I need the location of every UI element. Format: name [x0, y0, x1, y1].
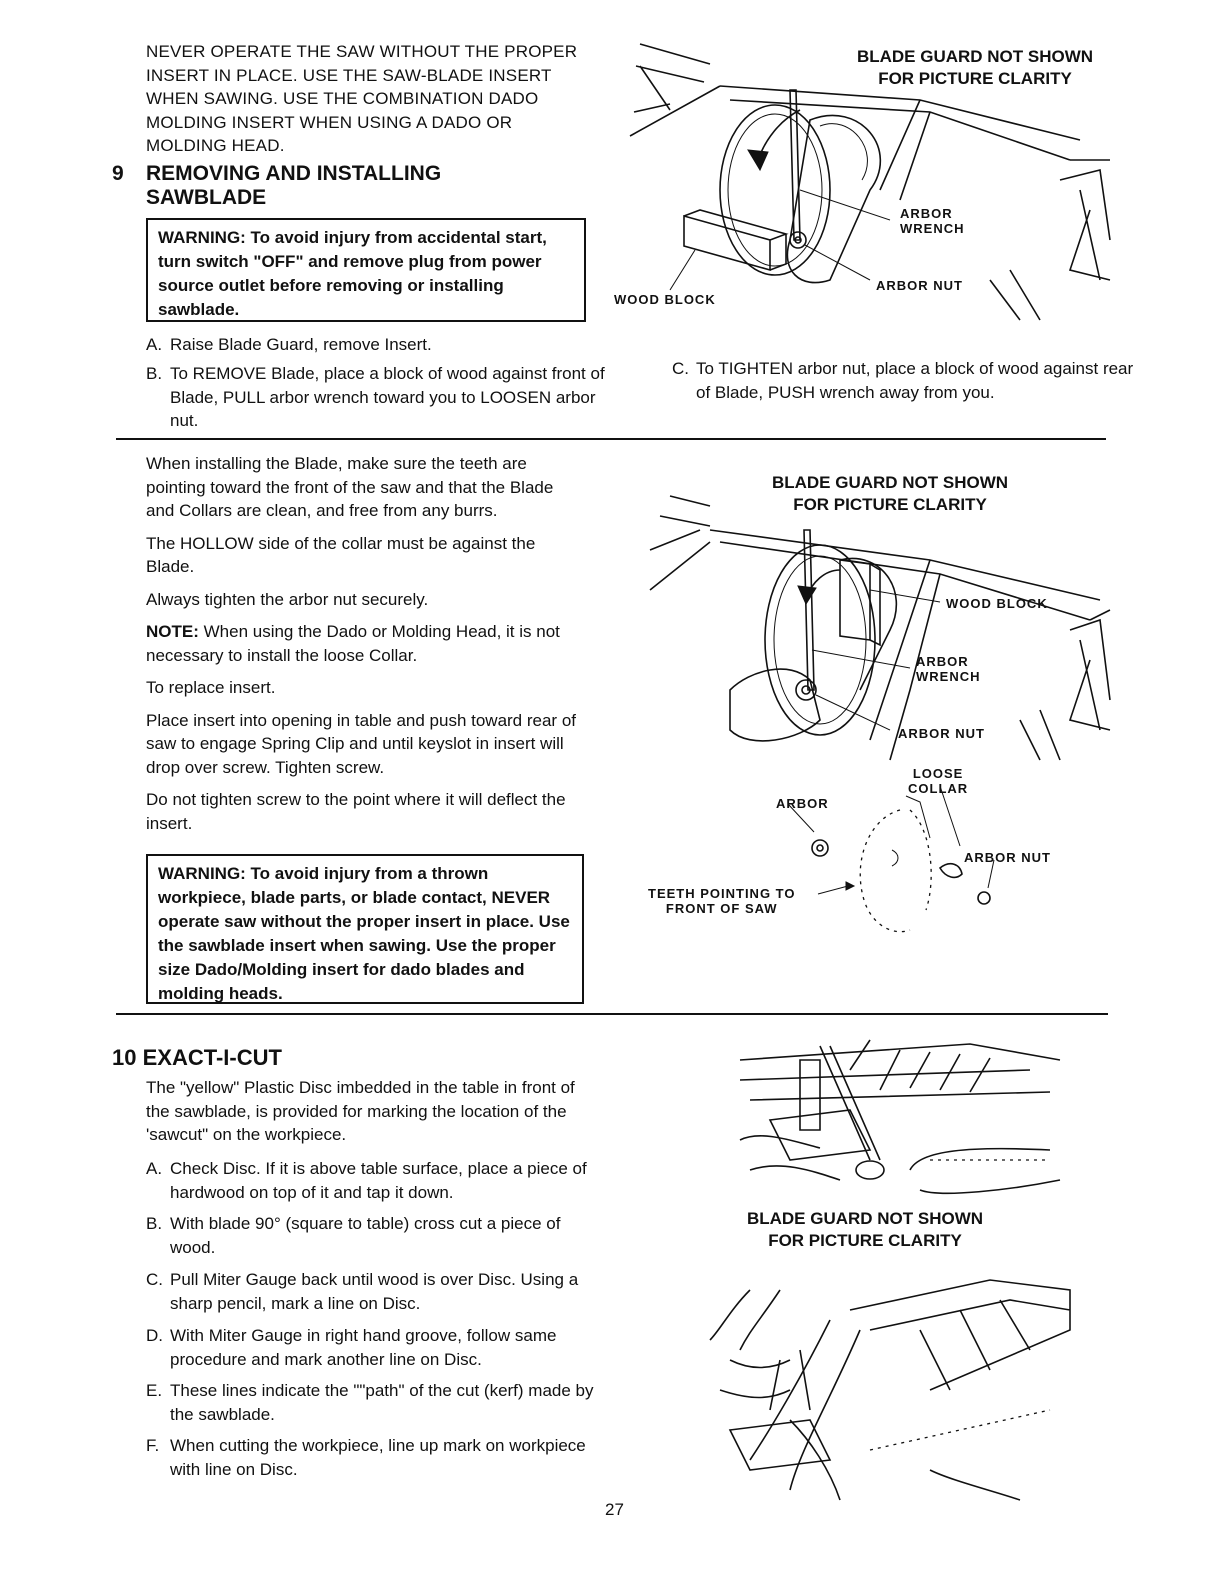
- warning-text: WARNING: To avoid injury from accidental start, turn switch "OFF" and remove plug from power source outlet before removing or installing sawblade.: [158, 228, 547, 319]
- step-b: B. To REMOVE Blade, place a block of wood against front of Blade, PULL arbor wrench toward you to LOOSEN arbor nut.: [146, 364, 605, 430]
- section-9-title-line2: SAWBLADE: [146, 186, 267, 209]
- figure3-label-arbor-nut: ARBOR NUT: [964, 850, 1051, 865]
- section-9-heading: [112, 162, 592, 210]
- step-a: A. Raise Blade Guard, remove Insert.: [146, 335, 432, 354]
- figure4-exact-i-cut-illustration: [730, 1030, 1070, 1200]
- install-paragraph-1: When installing the Blade, make sure the teeth are pointing toward the front of the saw and that the Blade and Collars are clean, and free from any burrs.: [146, 454, 554, 520]
- section-10-heading: [112, 1046, 592, 1070]
- install-paragraph-6: Do not tighten screw to the point where it will deflect the insert.: [146, 790, 566, 833]
- figure2-label-arbor-wrench: ARBOR WRENCH: [916, 654, 981, 684]
- figure1-label-arbor-nut: ARBOR NUT: [876, 278, 963, 293]
- divider-1: [116, 438, 1106, 440]
- s10-step-f: F. When cutting the workpiece, line up mark on workpiece with line on Disc.: [146, 1436, 586, 1479]
- warning-box-accidental-start: [146, 218, 586, 322]
- step-c: C. To TIGHTEN arbor nut, place a block of wood against rear of Blade, PUSH wrench away from you.: [672, 359, 1134, 402]
- figure2-sawblade-install-illustration: [640, 490, 1120, 780]
- figure4-caption: BLADE GUARD NOT SHOWN FOR PICTURE CLARITY: [746, 1209, 984, 1250]
- install-instructions: [146, 452, 586, 844]
- s10-step-d: D. With Miter Gauge in right hand groove, follow same procedure and mark another line on Disc.: [146, 1326, 557, 1369]
- install-paragraph-2: The HOLLOW side of the collar must be against the Blade.: [146, 533, 536, 576]
- intro-warning-text: NEVER OPERATE THE SAW WITHOUT THE PROPER INSERT IN PLACE. USE THE SAW-BLADE INSERT WHEN SAWING. USE THE COMBINATION DADO MOLDING INSERT WHEN USING A DADO OR MOLDING HEAD.: [146, 42, 578, 155]
- section-10-number: 10: [112, 1045, 137, 1070]
- divider-2: [116, 1013, 1108, 1015]
- figure1-label-arbor-wrench: ARBOR WRENCH: [900, 206, 965, 236]
- install-note: [146, 620, 586, 667]
- figure3-label-arbor: ARBOR: [776, 796, 829, 811]
- figure2-label-arbor-nut: ARBOR NUT: [898, 726, 985, 741]
- figure2-caption: BLADE GUARD NOT SHOWN FOR PICTURE CLARITY: [771, 473, 1009, 514]
- figure5-marking-line-illustration: [690, 1270, 1080, 1510]
- figure1-sawblade-removal-illustration: [600, 40, 1120, 330]
- figure2-label-wood-block: WOOD BLOCK: [946, 596, 1048, 611]
- figure3-label-teeth-pointing: TEETH POINTING TO FRONT OF SAW: [648, 886, 796, 916]
- figure1-caption: BLADE GUARD NOT SHOWN FOR PICTURE CLARITY: [856, 47, 1094, 88]
- section-9-number: 9: [112, 162, 124, 185]
- warning-text-2: WARNING: To avoid injury from a thrown workpiece, blade parts, or blade contact, NEVER operate saw without the proper insert in place. Use the sawblade insert when sawing. Use the proper size Dado/Molding insert for dado blades and molding heads.: [158, 864, 570, 1003]
- figure1-label-wood-block: WOOD BLOCK: [614, 292, 716, 307]
- s10-step-a: A. Check Disc. If it is above table surface, place a piece of hardwood on top of it and tap it down.: [146, 1159, 587, 1202]
- warning-box-thrown-workpiece: [146, 854, 584, 1004]
- s10-step-b: B. With blade 90° (square to table) cross cut a piece of wood.: [146, 1214, 561, 1257]
- install-paragraph-3: Always tighten the arbor nut securely.: [146, 589, 429, 609]
- note-label: NOTE:: [146, 622, 199, 641]
- s10-step-c: C. Pull Miter Gauge back until wood is over Disc. Using a sharp pencil, mark a line on Disc.: [146, 1270, 579, 1313]
- s10-step-e: E. These lines indicate the ""path" of the cut (kerf) made by the sawblade.: [146, 1381, 594, 1424]
- install-paragraph-4: To replace insert.: [146, 678, 276, 697]
- page-number: 27: [605, 1500, 624, 1519]
- section-10-title: EXACT-I-CUT: [142, 1045, 282, 1070]
- install-paragraph-5: Place insert into opening in table and push toward rear of saw to engage Spring Clip and until keyslot in insert will drop over screw. Tighten screw.: [146, 710, 576, 777]
- section-9-title-line1: REMOVING AND INSTALLING: [146, 162, 442, 185]
- figure3-arbor-exploded-diagram: [760, 790, 1060, 950]
- note-text: When using the Dado or Molding Head, it is not necessary to install the loose Collar.: [146, 622, 560, 665]
- figure3-label-loose-collar: LOOSE COLLAR: [908, 766, 969, 796]
- section-10-intro: The "yellow" Plastic Disc imbedded in the table in front of the sawblade, is provided for marking the location of the 'sawcut" on the workpiece.: [146, 1078, 575, 1144]
